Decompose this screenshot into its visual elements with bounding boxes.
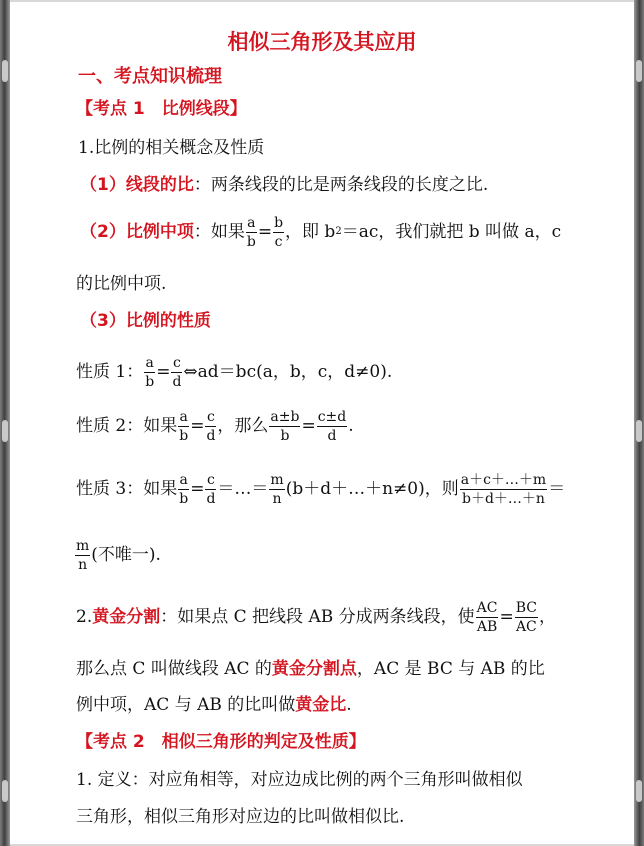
item-1-heading: 1.比例的相关概念及性质: [78, 138, 265, 158]
denominator: AB: [476, 618, 498, 635]
binding-notch: [2, 60, 8, 82]
numerator: a±b: [270, 408, 300, 425]
mean-proportional-line-2: 的比例中项.: [76, 274, 167, 294]
fraction: [178, 473, 189, 506]
fraction: [476, 601, 499, 634]
binding-notch: [2, 780, 8, 802]
text-fragment: ⇔ad＝bc(a，b，c，d≠0).: [183, 362, 393, 382]
text-fragment: 例中项，AC 与 AB 的比叫做: [76, 695, 296, 715]
denominator: AC: [515, 618, 537, 635]
text-fragment: (b＋d＋…＋n≠0)，则: [285, 479, 459, 499]
property-1: [76, 350, 392, 394]
fraction: [269, 473, 284, 506]
numerator: c: [207, 471, 215, 488]
equals-sign: =: [156, 362, 171, 382]
page-title: 相似三角形及其应用: [227, 30, 417, 54]
text-fragment: 2.: [76, 607, 93, 627]
numerator: c: [207, 408, 215, 425]
golden-section-line-1: [76, 594, 556, 640]
numerator: m: [76, 537, 90, 554]
denominator: n: [78, 556, 88, 573]
denominator: n: [272, 490, 282, 507]
property-2: [76, 404, 354, 448]
text-fragment: ，AC 是 BC 与 AB 的比: [356, 659, 545, 679]
denominator: d: [327, 427, 337, 444]
text-fragment: 性质 1：: [76, 362, 144, 382]
denominator: d: [206, 427, 216, 444]
superscript: 2: [335, 226, 342, 237]
fraction: [144, 356, 155, 389]
denominator: b: [145, 373, 155, 390]
fraction: [317, 410, 348, 443]
fraction: [171, 356, 182, 389]
binding-notch: [636, 780, 642, 802]
text-fragment: 性质 3：如果: [76, 479, 178, 499]
ratio-property-heading: （3）比例的性质: [80, 311, 211, 331]
fraction: [515, 601, 538, 634]
numerator: c±d: [317, 408, 347, 425]
definition-line-2: 三角形，相似三角形对应边的比叫做相似比.: [76, 807, 405, 827]
text-fragment: ：如果: [193, 222, 245, 242]
equals-sign: =: [190, 479, 205, 499]
denominator: b: [179, 490, 189, 507]
denominator: d: [172, 373, 182, 390]
fraction: [246, 216, 257, 249]
denominator: c: [274, 233, 283, 250]
property-3-continued: [74, 532, 161, 578]
equals-sign: =: [301, 416, 316, 436]
mean-proportional-line: [80, 210, 561, 254]
text-fragment: .: [348, 416, 354, 436]
numerator: AC: [476, 599, 498, 616]
text-fragment: 那么点 C 叫做线段 AC 的: [76, 659, 272, 679]
equals-sign: =: [257, 222, 273, 242]
text-fragment: ，即 b: [285, 222, 336, 242]
ratio-text: ：两条线段的比是两条线段的长度之比.: [193, 175, 489, 195]
numerator: a＋c＋…＋m: [460, 471, 547, 488]
numerator: BC: [515, 599, 537, 616]
text-fragment: ＝ac，我们就把 b 叫做 a，c: [341, 222, 562, 242]
fraction: [75, 539, 90, 572]
text-fragment: (不唯一).: [91, 545, 161, 565]
golden-section-label: 黄金分割: [92, 607, 161, 627]
golden-section-line-2: [76, 658, 545, 680]
numerator: b: [274, 214, 284, 231]
left-binding-bar: [0, 0, 10, 846]
fraction: [269, 410, 300, 443]
numerator: m: [270, 471, 284, 488]
golden-section-line-3: [76, 694, 352, 716]
denominator: d: [206, 490, 216, 507]
fraction: [273, 216, 284, 249]
property-3: [76, 466, 565, 512]
equals-sign: =: [190, 416, 205, 436]
ratio-label: （1）线段的比: [80, 175, 194, 195]
denominator: b＋d＋…＋n: [462, 490, 545, 507]
numerator: a: [145, 354, 154, 371]
equals-sign: =: [499, 607, 514, 627]
text-fragment: ＝…＝: [217, 479, 269, 499]
denominator: b: [246, 233, 256, 250]
numerator: a: [179, 471, 188, 488]
text-fragment: ，那么: [217, 416, 269, 436]
denominator: b: [280, 427, 290, 444]
numerator: a: [247, 214, 256, 231]
fraction: [460, 473, 547, 506]
definition-line-1: 1. 定义：对应角相等，对应边成比例的两个三角形叫做相似: [76, 770, 523, 790]
section-heading: 一、考点知识梳理: [78, 66, 222, 87]
numerator: c: [173, 354, 181, 371]
fraction: [178, 410, 189, 443]
numerator: a: [179, 408, 188, 425]
text-fragment: .: [346, 695, 352, 715]
text-fragment: ＝: [548, 479, 566, 499]
golden-ratio-term: 黄金比: [295, 695, 347, 715]
text-fragment: ，: [538, 607, 556, 627]
binding-notch: [2, 420, 8, 442]
kaodian-2-heading: 【考点 2 相似三角形的判定及性质】: [76, 732, 366, 752]
ratio-line-definition: [80, 174, 488, 196]
text-fragment: 性质 2：如果: [76, 416, 178, 436]
binding-notch: [636, 420, 642, 442]
golden-point-term: 黄金分割点: [271, 659, 357, 679]
text-fragment: ：如果点 C 把线段 AB 分成两条线段，使: [160, 607, 475, 627]
fraction: [205, 473, 216, 506]
binding-notch: [636, 60, 642, 82]
denominator: b: [179, 427, 189, 444]
kaodian-1-heading: 【考点 1 比例线段】: [76, 99, 247, 119]
mean-proportional-label: （2）比例中项: [80, 222, 194, 242]
fraction: [205, 410, 216, 443]
right-binding-bar: [634, 0, 644, 846]
